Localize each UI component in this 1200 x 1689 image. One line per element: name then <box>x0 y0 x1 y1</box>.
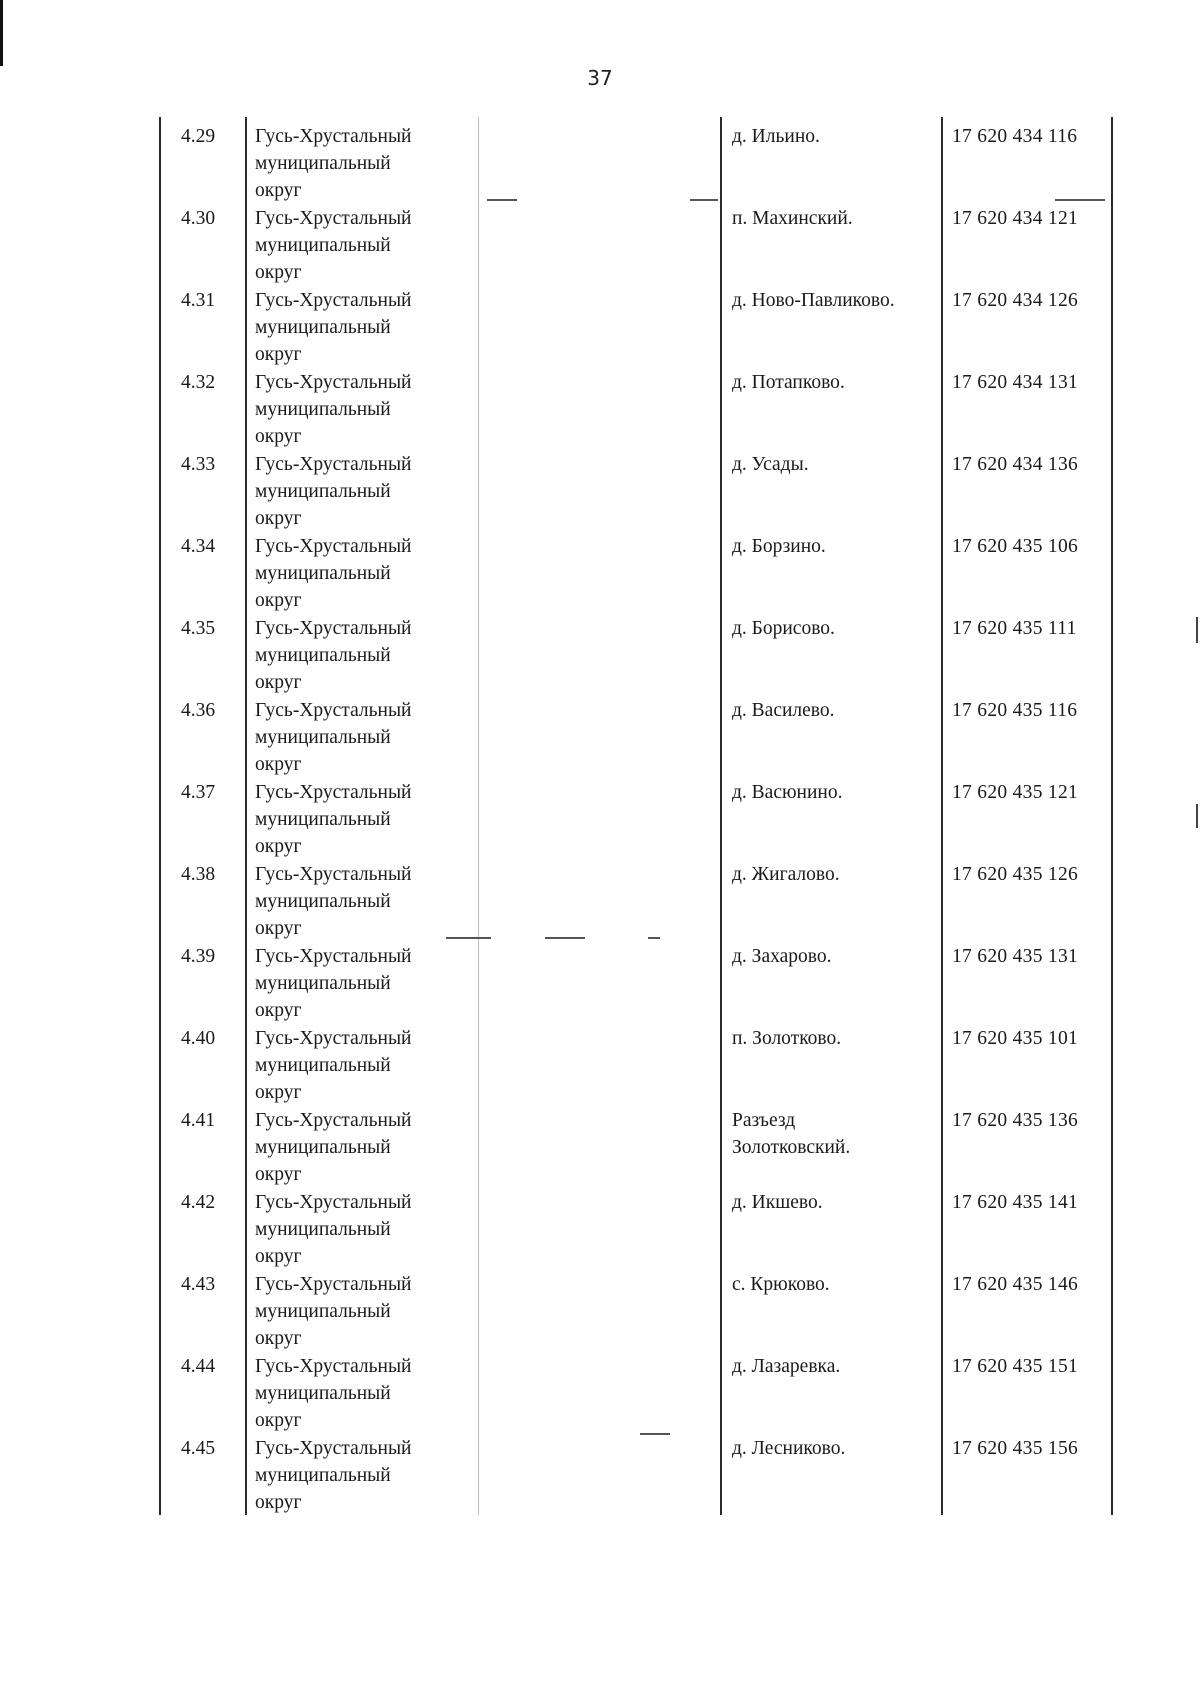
oktmo-code: 17 620 434 136 <box>952 454 1079 475</box>
row-number: 4.42 <box>181 1192 216 1213</box>
row-number: 4.37 <box>181 782 216 803</box>
table-row <box>159 855 1113 937</box>
oktmo-code: 17 620 435 106 <box>952 536 1079 557</box>
municipality-line: Гусь-Хрустальный <box>255 946 412 967</box>
municipality-line: Гусь-Хрустальный <box>255 290 412 311</box>
municipality-cell <box>255 1353 485 1434</box>
oktmo-code: 17 620 434 121 <box>952 208 1079 229</box>
municipality-line: округ <box>255 754 302 775</box>
table-row <box>159 363 1113 445</box>
municipality-cell <box>255 369 485 450</box>
municipality-line: Гусь-Хрустальный <box>255 1192 412 1213</box>
settlement-cell <box>732 1189 932 1216</box>
row-number: 4.34 <box>181 536 216 557</box>
municipality-line: муниципальный <box>255 481 391 502</box>
table-row <box>159 1101 1113 1183</box>
municipality-line: округ <box>255 262 302 283</box>
row-number: 4.31 <box>181 290 216 311</box>
row-number: 4.43 <box>181 1274 216 1295</box>
oktmo-code: 17 620 435 131 <box>952 946 1079 967</box>
settlement-cell <box>732 779 932 806</box>
table-row <box>159 445 1113 527</box>
municipality-line: Гусь-Хрустальный <box>255 372 412 393</box>
municipality-line: округ <box>255 1410 302 1431</box>
page-number: 37 <box>587 66 613 90</box>
settlement-line: д. Ново-Павликово. <box>732 290 895 311</box>
oktmo-code: 17 620 435 116 <box>952 700 1078 721</box>
municipality-line: округ <box>255 426 302 447</box>
municipality-line: Гусь-Хрустальный <box>255 1274 412 1295</box>
oktmo-code: 17 620 435 156 <box>952 1438 1079 1459</box>
municipality-line: муниципальный <box>255 1219 391 1240</box>
table-row <box>159 937 1113 1019</box>
row-number: 4.35 <box>181 618 216 639</box>
table-row <box>159 1019 1113 1101</box>
municipality-line: муниципальный <box>255 727 391 748</box>
settlement-cell <box>732 1353 932 1380</box>
table-row <box>159 117 1113 199</box>
municipality-cell <box>255 697 485 778</box>
settlement-cell <box>732 943 932 970</box>
oktmo-code: 17 620 435 151 <box>952 1356 1079 1377</box>
row-number: 4.44 <box>181 1356 216 1377</box>
row-number: 4.29 <box>181 126 216 147</box>
row-number: 4.45 <box>181 1438 216 1459</box>
settlement-cell <box>732 1435 932 1462</box>
oktmo-code: 17 620 435 136 <box>952 1110 1079 1131</box>
settlement-line: Золотковский. <box>732 1137 851 1158</box>
municipality-line: муниципальный <box>255 153 391 174</box>
table-row <box>159 1183 1113 1265</box>
municipality-line: муниципальный <box>255 399 391 420</box>
row-number: 4.39 <box>181 946 216 967</box>
row-number: 4.30 <box>181 208 216 229</box>
table-row <box>159 281 1113 363</box>
municipality-line: Гусь-Хрустальный <box>255 454 412 475</box>
municipality-line: округ <box>255 918 302 939</box>
settlement-cell <box>732 1271 932 1298</box>
oktmo-code: 17 620 435 146 <box>952 1274 1079 1295</box>
settlement-cell <box>732 369 932 396</box>
settlement-line: д. Васюнино. <box>732 782 843 803</box>
row-number: 4.36 <box>181 700 216 721</box>
municipality-line: Гусь-Хрустальный <box>255 1438 412 1459</box>
oktmo-code: 17 620 434 131 <box>952 372 1079 393</box>
settlement-cell <box>732 615 932 642</box>
table-row <box>159 1347 1113 1429</box>
municipality-line: муниципальный <box>255 1383 391 1404</box>
table-row <box>159 1265 1113 1347</box>
municipality-line: Гусь-Хрустальный <box>255 536 412 557</box>
settlement-cell <box>732 697 932 724</box>
settlement-line: п. Золотково. <box>732 1028 842 1049</box>
table-row <box>159 609 1113 691</box>
settlement-line: д. Борзино. <box>732 536 826 557</box>
municipality-cell <box>255 533 485 614</box>
municipality-line: округ <box>255 1328 302 1349</box>
municipality-line: округ <box>255 1246 302 1267</box>
municipality-line: муниципальный <box>255 1055 391 1076</box>
settlement-line: д. Лесниково. <box>732 1438 846 1459</box>
settlement-line: д. Усады. <box>732 454 809 475</box>
municipality-line: округ <box>255 180 302 201</box>
municipality-cell <box>255 1107 485 1188</box>
municipality-cell <box>255 1189 485 1270</box>
oktmo-code: 17 620 434 116 <box>952 126 1078 147</box>
scan-edge-mark <box>0 0 3 66</box>
municipality-line: округ <box>255 1164 302 1185</box>
table-row <box>159 1429 1113 1511</box>
oktmo-code: 17 620 435 111 <box>952 618 1077 639</box>
municipality-line: Гусь-Хрустальный <box>255 1028 412 1049</box>
oktmo-code: 17 620 435 141 <box>952 1192 1079 1213</box>
municipality-cell <box>255 1271 485 1352</box>
settlement-code-table <box>159 117 1113 1511</box>
municipality-line: муниципальный <box>255 645 391 666</box>
oktmo-code: 17 620 435 121 <box>952 782 1079 803</box>
settlement-cell <box>732 861 932 888</box>
table-row <box>159 691 1113 773</box>
municipality-cell <box>255 1435 485 1516</box>
municipality-cell <box>255 287 485 368</box>
municipality-line: округ <box>255 836 302 857</box>
settlement-line: п. Махинский. <box>732 208 853 229</box>
municipality-line: округ <box>255 1000 302 1021</box>
table-row <box>159 199 1113 281</box>
municipality-line: округ <box>255 344 302 365</box>
settlement-line: д. Потапково. <box>732 372 845 393</box>
settlement-line: д. Икшево. <box>732 1192 823 1213</box>
municipality-cell <box>255 615 485 696</box>
settlement-line: д. Борисово. <box>732 618 835 639</box>
row-number: 4.33 <box>181 454 216 475</box>
oktmo-code: 17 620 435 126 <box>952 864 1079 885</box>
settlement-cell <box>732 533 932 560</box>
municipality-cell <box>255 1025 485 1106</box>
oktmo-code: 17 620 434 126 <box>952 290 1079 311</box>
settlement-line: д. Ильино. <box>732 126 820 147</box>
municipality-cell <box>255 123 485 204</box>
settlement-line: д. Захарово. <box>732 946 832 967</box>
municipality-line: Гусь-Хрустальный <box>255 782 412 803</box>
municipality-cell <box>255 205 485 286</box>
settlement-line: Разъезд <box>732 1110 796 1131</box>
scan-speck <box>1196 617 1198 643</box>
settlement-line: с. Крюково. <box>732 1274 830 1295</box>
table-row <box>159 773 1113 855</box>
row-number: 4.32 <box>181 372 216 393</box>
municipality-line: муниципальный <box>255 563 391 584</box>
municipality-line: муниципальный <box>255 1465 391 1486</box>
municipality-line: муниципальный <box>255 1301 391 1322</box>
settlement-cell <box>732 123 932 150</box>
municipality-line: округ <box>255 672 302 693</box>
settlement-cell <box>732 1107 932 1161</box>
settlement-cell <box>732 205 932 232</box>
table-row <box>159 527 1113 609</box>
municipality-line: округ <box>255 508 302 529</box>
settlement-cell <box>732 1025 932 1052</box>
municipality-line: округ <box>255 1082 302 1103</box>
municipality-line: муниципальный <box>255 891 391 912</box>
municipality-line: Гусь-Хрустальный <box>255 208 412 229</box>
row-number: 4.40 <box>181 1028 216 1049</box>
municipality-line: муниципальный <box>255 235 391 256</box>
municipality-cell <box>255 451 485 532</box>
municipality-line: муниципальный <box>255 1137 391 1158</box>
settlement-line: д. Лазаревка. <box>732 1356 841 1377</box>
row-number: 4.41 <box>181 1110 216 1131</box>
municipality-line: Гусь-Хрустальный <box>255 1356 412 1377</box>
municipality-line: Гусь-Хрустальный <box>255 126 412 147</box>
municipality-line: муниципальный <box>255 317 391 338</box>
settlement-cell <box>732 451 932 478</box>
municipality-line: Гусь-Хрустальный <box>255 700 412 721</box>
settlement-line: д. Василево. <box>732 700 835 721</box>
scan-speck <box>1196 804 1198 828</box>
municipality-line: округ <box>255 590 302 611</box>
settlement-cell <box>732 287 932 314</box>
municipality-line: Гусь-Хрустальный <box>255 618 412 639</box>
municipality-cell <box>255 861 485 942</box>
municipality-cell <box>255 779 485 860</box>
municipality-line: Гусь-Хрустальный <box>255 864 412 885</box>
municipality-line: Гусь-Хрустальный <box>255 1110 412 1131</box>
oktmo-code: 17 620 435 101 <box>952 1028 1079 1049</box>
row-number: 4.38 <box>181 864 216 885</box>
municipality-cell <box>255 943 485 1024</box>
municipality-line: муниципальный <box>255 973 391 994</box>
municipality-line: округ <box>255 1492 302 1513</box>
municipality-line: муниципальный <box>255 809 391 830</box>
settlement-line: д. Жигалово. <box>732 864 840 885</box>
